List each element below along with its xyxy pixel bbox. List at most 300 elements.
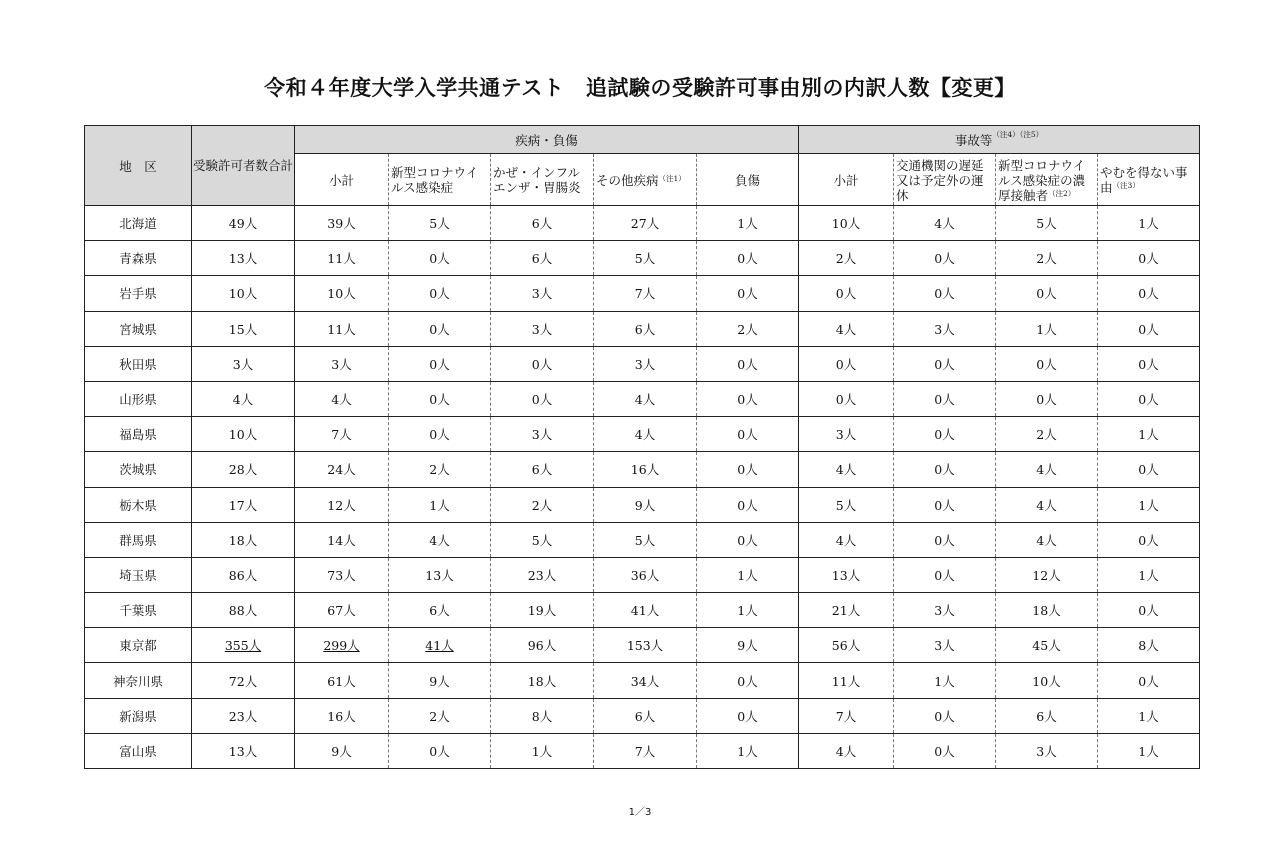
header-unavoidable: やむを得ない事由$^{(注3)}$ [1098, 154, 1200, 206]
cell-sub2 [799, 241, 894, 276]
cell-sub2-value: 4人 [835, 321, 857, 337]
cell-covid-value: 6人 [429, 603, 450, 619]
cell-contact-value: 0人 [1036, 356, 1057, 372]
header-accident-group: 事故等$^{(注4)(注5)}$ [799, 126, 1200, 154]
cell-subtotal-value: 73人 [327, 567, 356, 583]
cell-subtotal-value: 11人 [327, 321, 356, 337]
header-note-3: （注3） [1112, 181, 1140, 190]
cell-contact [996, 733, 1098, 768]
cell-injury [697, 346, 799, 381]
cell-contact [996, 522, 1098, 557]
cell-sub2-value: 7人 [835, 708, 857, 724]
cell-contact [996, 206, 1098, 241]
cell-region [85, 663, 192, 698]
cell-sub2 [799, 452, 894, 487]
cell-covid-value: 41人 [425, 638, 454, 654]
cell-covid-value: 0人 [429, 743, 450, 759]
cell-sub2-value: 4人 [835, 743, 857, 759]
cell-sub2-value: 3人 [835, 427, 857, 443]
cell-other [594, 698, 697, 733]
table-row [85, 522, 1200, 557]
cell-unavoidable-value: 0人 [1138, 251, 1159, 267]
cell-contact-value: 3人 [1036, 743, 1057, 759]
cell-subtotal-value: 9人 [331, 743, 352, 759]
cell-sub2 [799, 311, 894, 346]
cell-unavoidable [1098, 663, 1200, 698]
cell-covid [389, 311, 491, 346]
cell-total-value: 13人 [228, 743, 258, 759]
cell-region [85, 241, 192, 276]
cell-region-value: 青森県 [119, 251, 157, 267]
cell-injury [697, 663, 799, 698]
cell-sub2-value: 5人 [835, 497, 857, 513]
cell-injury-value: 0人 [737, 251, 758, 267]
cell-unavoidable-value: 0人 [1138, 321, 1159, 337]
cell-contact [996, 698, 1098, 733]
cell-other [594, 522, 697, 557]
cell-other-value: 5人 [634, 532, 656, 548]
cell-other-value: 34人 [630, 673, 660, 689]
cell-total-value: 3人 [232, 356, 254, 372]
cell-covid-value: 13人 [425, 567, 454, 583]
cell-flu-value: 6人 [531, 462, 553, 478]
cell-contact-value: 4人 [1036, 462, 1057, 478]
cell-sub2 [799, 417, 894, 452]
cell-transport-value: 0人 [934, 251, 955, 267]
cell-contact [996, 346, 1098, 381]
cell-transport-value: 0人 [934, 286, 955, 302]
cell-injury-value: 0人 [737, 497, 758, 513]
cell-covid-value: 0人 [429, 321, 450, 337]
header-region: 地 区 [85, 126, 192, 206]
cell-transport [894, 241, 996, 276]
cell-region-value: 福島県 [119, 427, 157, 443]
cell-contact-value: 0人 [1036, 392, 1057, 408]
cell-subtotal-value: 61人 [327, 673, 356, 689]
cell-total-value: 17人 [228, 497, 258, 513]
cell-injury [697, 522, 799, 557]
cell-other-value: 41人 [630, 603, 660, 619]
cell-other-value: 6人 [634, 708, 656, 724]
cell-sub2 [799, 276, 894, 311]
cell-other-value: 6人 [634, 321, 656, 337]
cell-flu-value: 2人 [531, 497, 553, 513]
table-row [85, 628, 1200, 663]
cell-region [85, 452, 192, 487]
cell-total-value: 13人 [228, 251, 258, 267]
cell-unavoidable-value: 8人 [1138, 638, 1159, 654]
cell-subtotal [295, 593, 389, 628]
cell-region-value: 千葉県 [119, 603, 157, 619]
cell-injury-value: 0人 [737, 462, 758, 478]
cell-sub2-value: 0人 [835, 392, 857, 408]
cell-subtotal [295, 522, 389, 557]
cell-unavoidable-value: 1人 [1138, 567, 1159, 583]
cell-other [594, 206, 697, 241]
table-row [85, 593, 1200, 628]
cell-total [192, 593, 295, 628]
cell-transport [894, 733, 996, 768]
cell-subtotal [295, 698, 389, 733]
cell-covid [389, 628, 491, 663]
cell-injury [697, 698, 799, 733]
cell-flu-value: 23人 [527, 567, 557, 583]
cell-unavoidable-value: 0人 [1138, 673, 1159, 689]
cell-subtotal-value: 16人 [327, 708, 356, 724]
cell-covid-value: 2人 [429, 708, 450, 724]
cell-unavoidable [1098, 487, 1200, 522]
cell-injury [697, 452, 799, 487]
cell-transport-value: 0人 [934, 356, 955, 372]
cell-total [192, 452, 295, 487]
cell-sub2 [799, 698, 894, 733]
cell-contact [996, 593, 1098, 628]
cell-covid-value: 2人 [429, 462, 450, 478]
cell-subtotal [295, 487, 389, 522]
cell-unavoidable [1098, 311, 1200, 346]
cell-unavoidable-value: 0人 [1138, 532, 1159, 548]
cell-subtotal-value: 14人 [327, 532, 356, 548]
cell-subtotal [295, 206, 389, 241]
table-row [85, 206, 1200, 241]
cell-other [594, 628, 697, 663]
cell-other-value: 153人 [626, 638, 664, 654]
cell-flu [491, 663, 594, 698]
cell-region [85, 628, 192, 663]
cell-flu [491, 241, 594, 276]
cell-total [192, 557, 295, 592]
table-row [85, 452, 1200, 487]
cell-unavoidable-value: 0人 [1138, 356, 1159, 372]
cell-region [85, 593, 192, 628]
cell-flu [491, 346, 594, 381]
cell-sub2-value: 11人 [831, 673, 861, 689]
cell-contact-value: 4人 [1036, 497, 1057, 513]
cell-region [85, 276, 192, 311]
cell-unavoidable [1098, 628, 1200, 663]
cell-injury-value: 1人 [737, 603, 758, 619]
cell-contact [996, 628, 1098, 663]
cell-subtotal [295, 628, 389, 663]
cell-contact [996, 311, 1098, 346]
cell-flu [491, 276, 594, 311]
cell-contact-value: 10人 [1032, 673, 1061, 689]
cell-unavoidable-value: 0人 [1138, 286, 1159, 302]
cell-sub2-value: 2人 [835, 251, 857, 267]
cell-contact-value: 4人 [1036, 532, 1057, 548]
cell-unavoidable [1098, 206, 1200, 241]
cell-total [192, 487, 295, 522]
cell-subtotal-value: 67人 [327, 603, 356, 619]
cell-unavoidable [1098, 417, 1200, 452]
cell-other [594, 557, 697, 592]
cell-transport [894, 276, 996, 311]
cell-subtotal-value: 12人 [327, 497, 356, 513]
cell-flu-value: 6人 [531, 216, 553, 232]
cell-flu [491, 311, 594, 346]
cell-other-value: 7人 [634, 286, 656, 302]
cell-transport [894, 663, 996, 698]
cell-other-value: 4人 [634, 427, 656, 443]
cell-contact-value: 2人 [1036, 427, 1057, 443]
cell-contact-value: 2人 [1036, 251, 1057, 267]
cell-subtotal-value: 39人 [327, 216, 356, 232]
breakdown-table [84, 125, 1200, 769]
header-subtotal-2: 小計 [799, 154, 894, 206]
cell-flu [491, 628, 594, 663]
cell-unavoidable [1098, 276, 1200, 311]
cell-total [192, 417, 295, 452]
cell-flu [491, 206, 594, 241]
cell-region [85, 381, 192, 416]
cell-transport [894, 557, 996, 592]
cell-transport [894, 593, 996, 628]
cell-region-value: 群馬県 [119, 532, 157, 548]
cell-sub2 [799, 733, 894, 768]
cell-transport-value: 3人 [934, 638, 955, 654]
cell-unavoidable [1098, 381, 1200, 416]
cell-injury-value: 1人 [737, 567, 758, 583]
cell-flu-value: 3人 [531, 427, 553, 443]
table-body [85, 206, 1200, 769]
cell-subtotal-value: 4人 [331, 392, 352, 408]
cell-covid-value: 0人 [429, 286, 450, 302]
cell-other-value: 9人 [634, 497, 656, 513]
cell-covid-value: 4人 [429, 532, 450, 548]
cell-covid-value: 0人 [429, 251, 450, 267]
cell-region-value: 埼玉県 [119, 567, 157, 583]
cell-subtotal-value: 7人 [331, 427, 352, 443]
cell-contact [996, 452, 1098, 487]
cell-region-value: 新潟県 [119, 708, 157, 724]
table-row [85, 241, 1200, 276]
cell-transport [894, 628, 996, 663]
cell-covid [389, 487, 491, 522]
header-close-contact: 新型コロナウイルス感染症の濃厚接触者$^{(注2)}$ [996, 154, 1098, 206]
cell-contact-value: 12人 [1032, 567, 1061, 583]
cell-sub2-value: 4人 [835, 532, 857, 548]
table-row [85, 417, 1200, 452]
cell-injury [697, 593, 799, 628]
cell-transport [894, 381, 996, 416]
cell-unavoidable-value: 1人 [1138, 743, 1159, 759]
cell-sub2 [799, 522, 894, 557]
cell-transport [894, 311, 996, 346]
cell-region [85, 698, 192, 733]
page-number: 1／3 [628, 807, 652, 818]
table-row [85, 311, 1200, 346]
cell-subtotal [295, 452, 389, 487]
table-row [85, 698, 1200, 733]
cell-flu [491, 417, 594, 452]
cell-transport [894, 206, 996, 241]
cell-covid [389, 417, 491, 452]
cell-covid-value: 0人 [429, 427, 450, 443]
cell-total [192, 628, 295, 663]
cell-unavoidable-value: 0人 [1138, 603, 1159, 619]
cell-sub2 [799, 346, 894, 381]
cell-covid [389, 241, 491, 276]
cell-contact [996, 381, 1098, 416]
cell-flu-value: 8人 [531, 708, 553, 724]
header-injury: 負傷 [697, 154, 799, 206]
cell-flu [491, 381, 594, 416]
table-row [85, 276, 1200, 311]
cell-covid-value: 1人 [429, 497, 450, 513]
cell-total [192, 381, 295, 416]
cell-injury [697, 241, 799, 276]
cell-flu [491, 452, 594, 487]
cell-total [192, 733, 295, 768]
cell-injury [697, 733, 799, 768]
cell-sub2 [799, 381, 894, 416]
cell-sub2-value: 56人 [831, 638, 861, 654]
cell-total-value: 15人 [228, 321, 258, 337]
cell-sub2-value: 10人 [831, 216, 861, 232]
cell-total-value: 23人 [228, 708, 258, 724]
cell-region [85, 206, 192, 241]
cell-covid [389, 663, 491, 698]
cell-sub2 [799, 628, 894, 663]
table-row [85, 487, 1200, 522]
cell-unavoidable [1098, 522, 1200, 557]
cell-transport-value: 0人 [934, 497, 955, 513]
cell-unavoidable [1098, 593, 1200, 628]
cell-region-value: 岩手県 [119, 286, 157, 302]
cell-injury-value: 1人 [737, 216, 758, 232]
cell-injury [697, 276, 799, 311]
cell-transport [894, 698, 996, 733]
cell-other-value: 7人 [634, 743, 656, 759]
cell-injury [697, 487, 799, 522]
cell-covid [389, 733, 491, 768]
cell-unavoidable-value: 0人 [1138, 392, 1159, 408]
cell-total [192, 206, 295, 241]
header-total: 受験許可者数合計 [192, 126, 295, 206]
cell-subtotal [295, 346, 389, 381]
table-row [85, 346, 1200, 381]
table-row [85, 557, 1200, 592]
cell-unavoidable [1098, 557, 1200, 592]
header-accident-notes: （注4）（注5） [992, 129, 1044, 139]
cell-total [192, 311, 295, 346]
cell-region-value: 東京都 [119, 638, 157, 654]
cell-injury [697, 206, 799, 241]
cell-covid [389, 346, 491, 381]
cell-region [85, 522, 192, 557]
cell-injury [697, 417, 799, 452]
cell-transport-value: 0人 [934, 532, 955, 548]
cell-unavoidable-value: 1人 [1138, 708, 1159, 724]
cell-contact-value: 45人 [1032, 638, 1061, 654]
cell-other [594, 311, 697, 346]
cell-contact [996, 663, 1098, 698]
cell-transport [894, 417, 996, 452]
cell-covid-value: 9人 [429, 673, 450, 689]
cell-transport-value: 0人 [934, 462, 955, 478]
cell-injury [697, 628, 799, 663]
cell-total-value: 4人 [232, 392, 254, 408]
cell-subtotal-value: 11人 [327, 251, 356, 267]
cell-unavoidable [1098, 452, 1200, 487]
cell-region-value: 山形県 [119, 392, 157, 408]
cell-injury [697, 381, 799, 416]
cell-flu-value: 3人 [531, 286, 553, 302]
cell-flu [491, 487, 594, 522]
cell-total-value: 18人 [228, 532, 258, 548]
cell-other [594, 417, 697, 452]
cell-unavoidable [1098, 698, 1200, 733]
header-covid: 新型コロナウイルス感染症 [389, 154, 491, 206]
cell-unavoidable-value: 1人 [1138, 497, 1159, 513]
cell-sub2-value: 0人 [835, 286, 857, 302]
cell-subtotal [295, 241, 389, 276]
cell-total [192, 346, 295, 381]
cell-total-value: 72人 [228, 673, 258, 689]
cell-subtotal-value: 10人 [327, 286, 356, 302]
cell-contact-value: 1人 [1036, 321, 1057, 337]
cell-sub2 [799, 206, 894, 241]
cell-subtotal [295, 381, 389, 416]
cell-other [594, 381, 697, 416]
table-row [85, 381, 1200, 416]
table-row [85, 733, 1200, 768]
cell-other-value: 27人 [630, 216, 660, 232]
cell-contact [996, 276, 1098, 311]
cell-region-value: 神奈川県 [112, 673, 163, 689]
cell-flu [491, 557, 594, 592]
header-illness-group: 疾病・負傷 [295, 126, 799, 154]
cell-flu-value: 5人 [531, 532, 553, 548]
cell-unavoidable-value: 1人 [1138, 427, 1159, 443]
cell-flu-value: 0人 [531, 356, 553, 372]
cell-subtotal [295, 663, 389, 698]
cell-flu [491, 733, 594, 768]
cell-region-value: 宮城県 [119, 321, 157, 337]
cell-flu-value: 6人 [531, 251, 553, 267]
cell-contact [996, 417, 1098, 452]
cell-region [85, 487, 192, 522]
cell-region [85, 311, 192, 346]
cell-flu [491, 593, 594, 628]
cell-covid [389, 593, 491, 628]
cell-total [192, 522, 295, 557]
cell-region [85, 417, 192, 452]
cell-contact [996, 487, 1098, 522]
cell-sub2 [799, 487, 894, 522]
cell-covid [389, 276, 491, 311]
cell-covid [389, 381, 491, 416]
cell-total [192, 276, 295, 311]
table-row [85, 663, 1200, 698]
cell-other-value: 16人 [630, 462, 660, 478]
cell-other [594, 733, 697, 768]
cell-transport-value: 4人 [934, 216, 955, 232]
cell-injury-value: 0人 [737, 286, 758, 302]
cell-flu-value: 1人 [531, 743, 553, 759]
cell-transport [894, 452, 996, 487]
cell-total-value: 86人 [228, 567, 258, 583]
cell-unavoidable-value: 0人 [1138, 462, 1159, 478]
cell-other [594, 487, 697, 522]
cell-region-value: 栃木県 [119, 497, 157, 513]
cell-transport-value: 0人 [934, 427, 955, 443]
cell-subtotal-value: 24人 [327, 462, 356, 478]
cell-subtotal [295, 733, 389, 768]
cell-total-value: 10人 [228, 286, 258, 302]
cell-injury-value: 0人 [737, 427, 758, 443]
cell-region-value: 秋田県 [119, 356, 157, 372]
